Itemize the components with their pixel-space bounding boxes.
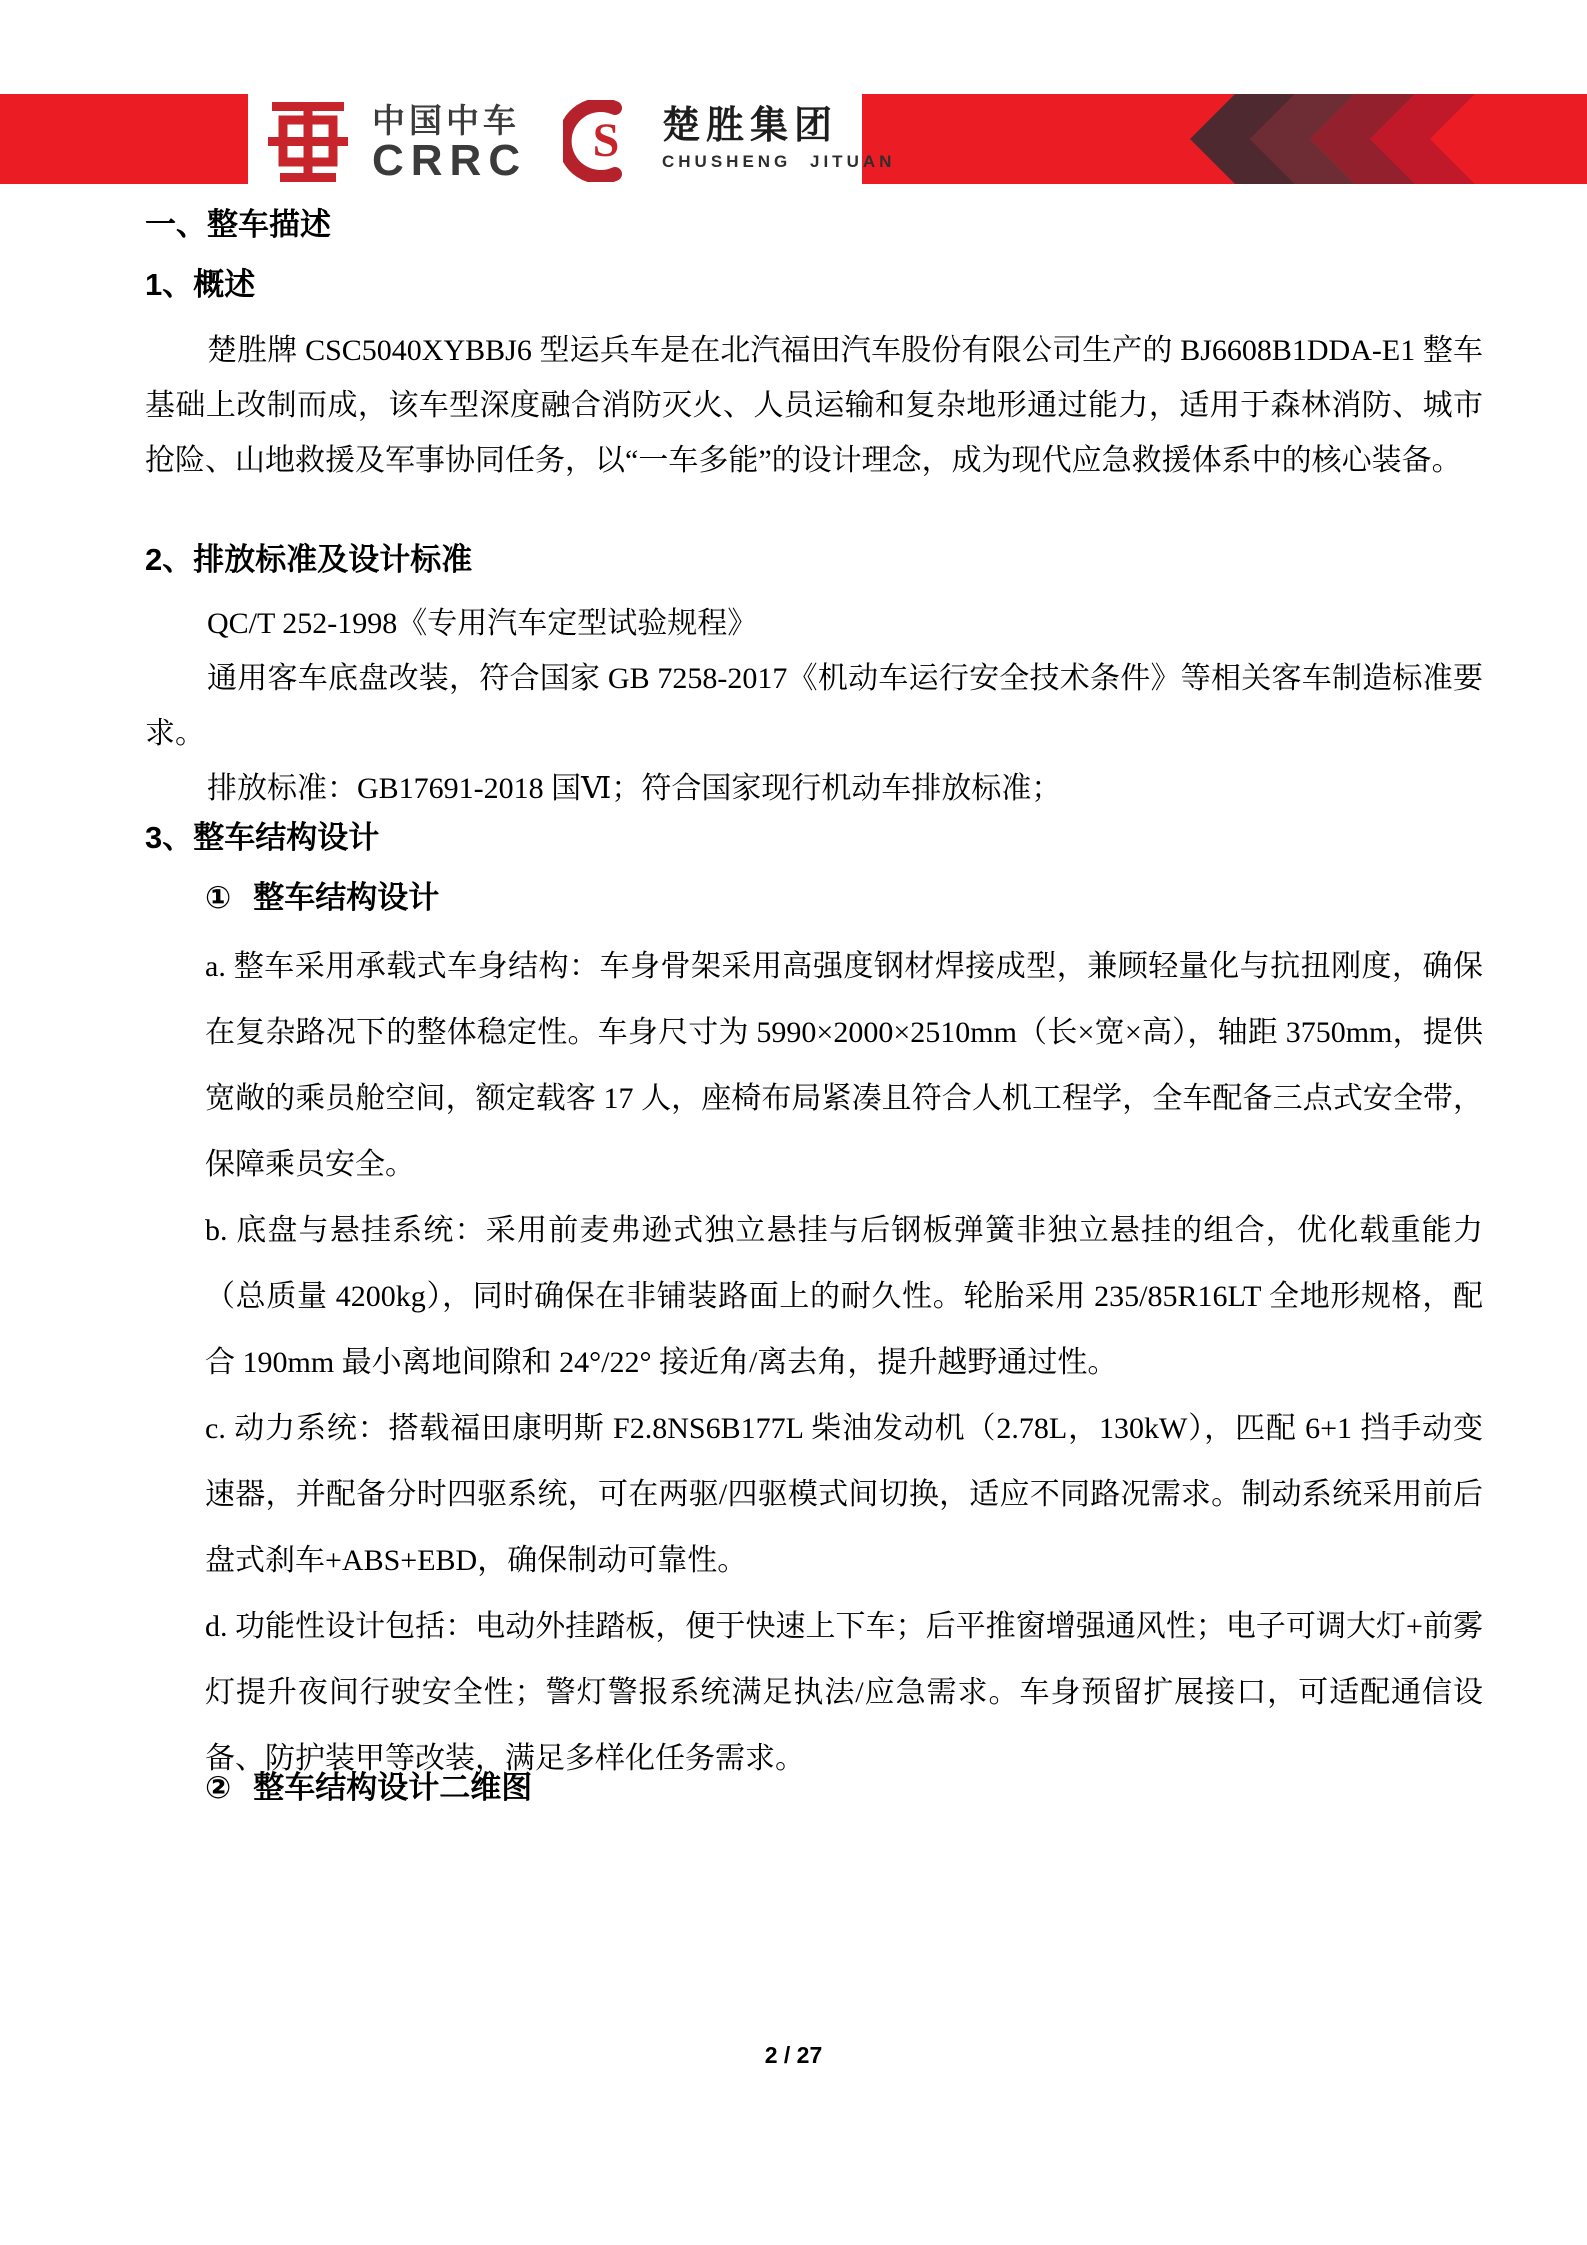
subsection-title-structure-design: 3、整车结构设计 xyxy=(145,820,380,855)
numbered-heading-label: 整车结构设计二维图 xyxy=(253,1770,533,1805)
subsection-title-overview: 1、概述 xyxy=(145,267,256,302)
chevron-decoration-icon xyxy=(862,94,1587,184)
numbered-heading-2d-diagram xyxy=(205,1768,1483,1808)
item-c-powertrain: c. 动力系统：搭载福田康明斯 F2.8NS6B177L 柴油发动机（2.78L，130kW），匹配 6+1 挡手动变速器，并配备分时四驱系统，可在两驱/四驱模式间切换，适应不同路况需求。制动系统采用前后盘式刹车+ABS+EBD，确保制动可靠性。 xyxy=(205,1412,1483,1577)
crrc-logo-icon xyxy=(266,100,350,184)
crrc-english-name: CRRC xyxy=(372,136,528,185)
chusheng-logo-icon xyxy=(563,100,645,182)
structure-design-items xyxy=(205,934,1483,1792)
overview-paragraph: 楚胜牌 CSC5040XYBBJ6 型运兵车是在北汽福田汽车股份有限公司生产的 BJ6608B1DDA-E1 整车基础上改制而成，该车型深度融合消防灭火、人员运输和复杂地形通过能力，适用于森林消防、城市抢险、山地救援及军事协同任务，以“一车多能”的设计理念，成为现代应急救援体系中的核心装备。 xyxy=(145,334,1483,477)
banner-left-segment xyxy=(0,94,248,184)
crrc-chinese-name: 中国中车 xyxy=(372,102,520,139)
standard-line-gb7258: 通用客车底盘改装，符合国家 GB 7258-2017《机动车运行安全技术条件》等相关客车制造标准要求。 xyxy=(145,662,1483,750)
circled-number-2: ② xyxy=(205,1770,232,1805)
section-title-vehicle-description: 一、整车描述 xyxy=(145,207,331,242)
item-a-body-structure: a. 整车采用承载式车身结构：车身骨架采用高强度钢材焊接成型，兼顾轻量化与抗扭刚度，确保在复杂路况下的整体稳定性。车身尺寸为 5990×2000×2510mm（长×宽×高），轴距 3750mm，提供宽敞的乘员舱空间，额定载客 17 人，座椅布局紧凑且符合人机工程学，全车配备三点式安全带，保障乘员安全。 xyxy=(205,950,1483,1181)
standard-line-emission: 排放标准：GB17691-2018 国Ⅵ；符合国家现行机动车排放标准； xyxy=(207,772,1062,805)
page-number: 2 / 27 xyxy=(764,2042,823,2068)
item-d-functional-design: d. 功能性设计包括：电动外挂踏板，便于快速上下车；后平推窗增强通风性；电子可调大灯+前雾灯提升夜间行驶安全性；警灯警报系统满足执法/应急需求。车身预留扩展接口，可适配通信设备、防护装甲等改装，满足多样化任务需求。 xyxy=(205,1610,1483,1775)
svg-text:S: S xyxy=(592,114,620,167)
numbered-heading-label: 整车结构设计 xyxy=(253,880,440,915)
chusheng-chinese-name: 楚胜集团 xyxy=(662,105,839,147)
standard-line-qct: QC/T 252-1998《专用汽车定型试验规程》 xyxy=(207,607,758,640)
subsection-title-emission-standards: 2、排放标准及设计标准 xyxy=(145,542,473,577)
chusheng-logo-text xyxy=(662,104,895,174)
banner-right-segment xyxy=(862,94,1587,184)
numbered-heading-structure-design xyxy=(205,878,1483,918)
item-b-chassis-suspension: b. 底盘与悬挂系统：采用前麦弗逊式独立悬挂与后钢板弹簧非独立悬挂的组合，优化载重能力（总质量 4200kg），同时确保在非铺装路面上的耐久性。轮胎采用 235/85R16LT 全地形规格，配合 190mm 最小离地间隙和 24°/22° 接近角/离去角，提升越野通过性。 xyxy=(205,1214,1483,1379)
chusheng-english-name: CHUSHENG JITUAN xyxy=(662,152,896,171)
crrc-logo-text xyxy=(372,103,527,183)
circled-number-1: ① xyxy=(205,880,232,915)
